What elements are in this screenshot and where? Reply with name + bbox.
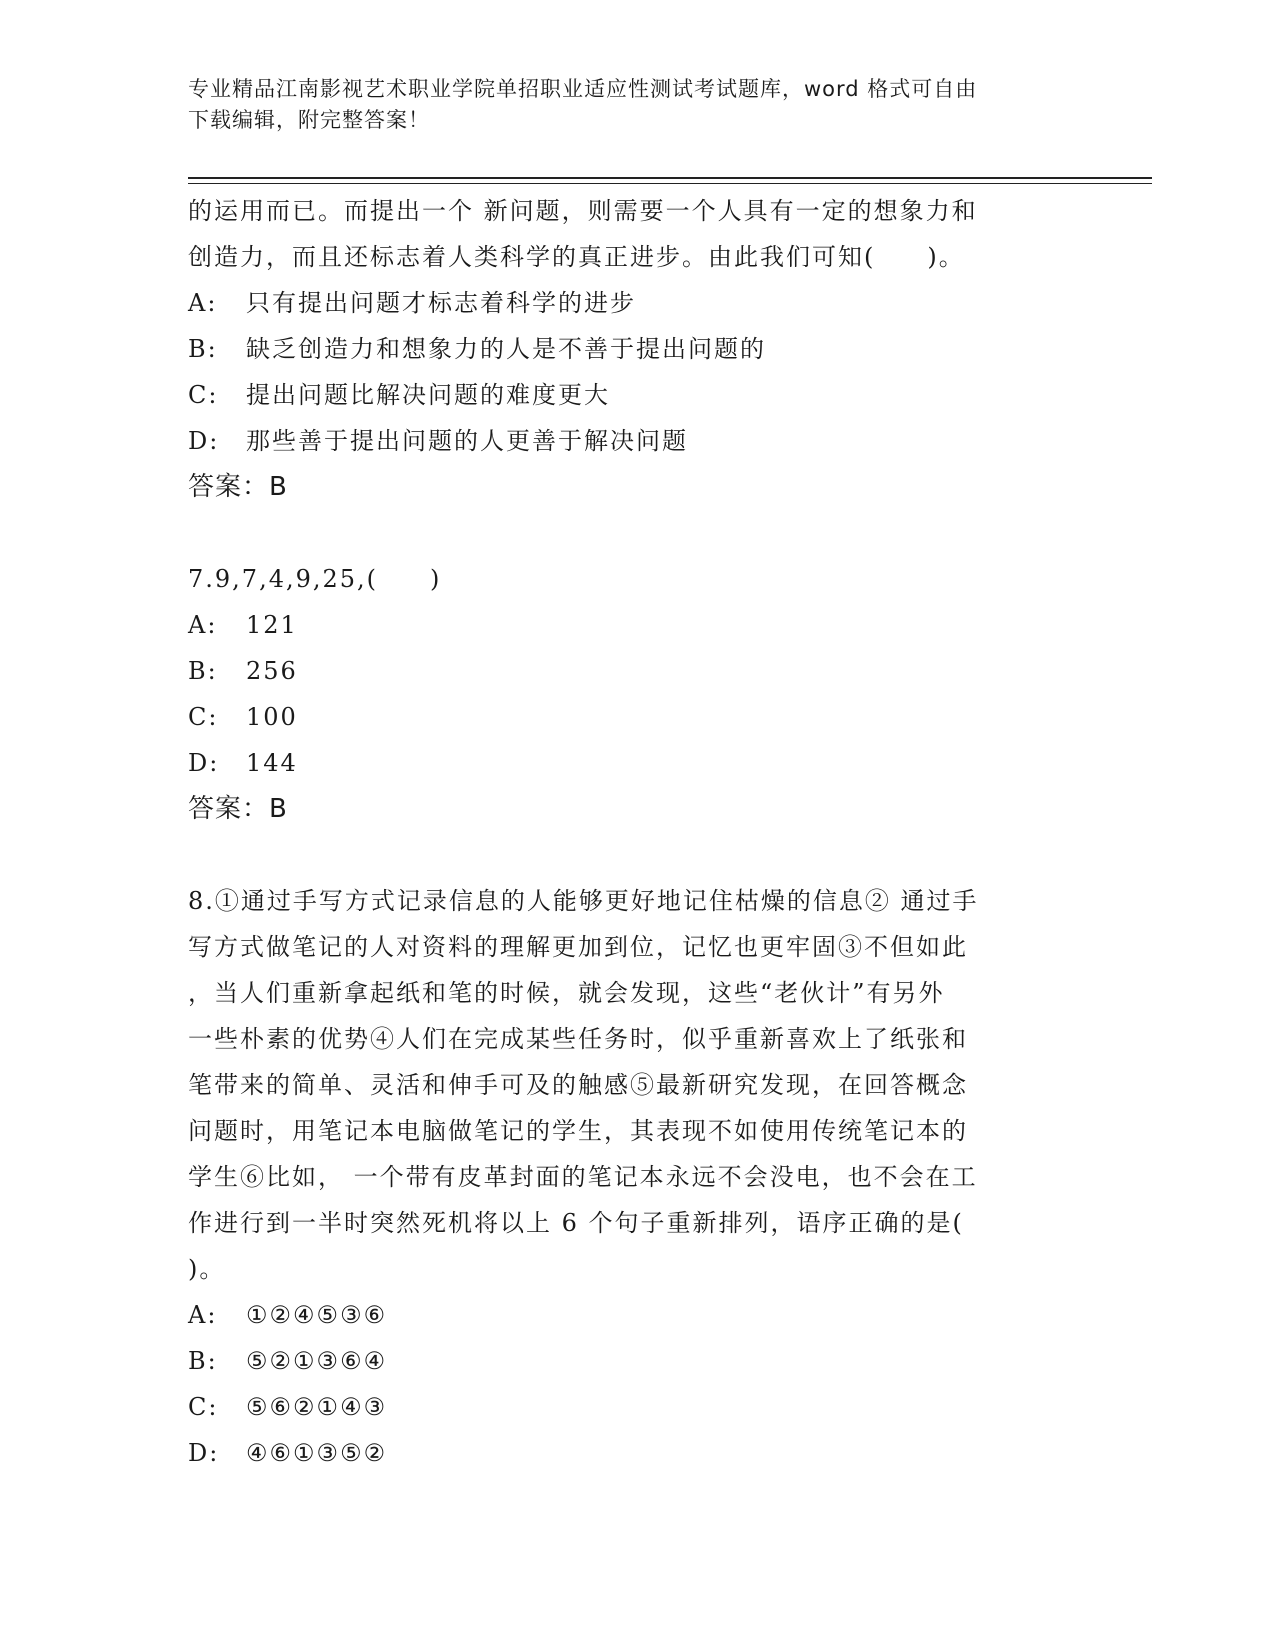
- option-key: A:: [188, 1301, 218, 1329]
- option-key: B:: [188, 657, 218, 685]
- header-rule-thick: [188, 177, 1152, 179]
- option-b: [188, 326, 1088, 372]
- option-a: [188, 602, 1088, 648]
- option-a: [188, 1292, 1088, 1338]
- document-header: [188, 74, 1088, 136]
- answer-label: 答案：B: [188, 794, 288, 824]
- option-key: A:: [188, 611, 218, 639]
- option-key: C:: [188, 381, 219, 409]
- question-stem: 7.9,7,4,9,25,( ): [188, 565, 442, 593]
- option-key: D:: [188, 1439, 220, 1467]
- question-stem-line: 一些朴素的优势④人们在完成某些任务时，似乎重新喜欢上了纸张和: [188, 1025, 968, 1053]
- option-text: 只有提出问题才标志着科学的进步: [246, 289, 636, 317]
- header-line-1: 专业精品江南影视艺术职业学院单招职业适应性测试考试题库，word 格式可自由: [188, 77, 978, 101]
- question-stem-line: 作进行到一半时突然死机将以上 6 个句子重新排列，语序正确的是(: [188, 1209, 964, 1237]
- option-b: [188, 1338, 1088, 1384]
- option-text: 256: [246, 657, 298, 685]
- option-text: 提出问题比解决问题的难度更大: [246, 381, 610, 409]
- header-rule-thin: [188, 183, 1152, 184]
- option-text: 缺乏创造力和想象力的人是不善于提出问题的: [246, 335, 766, 363]
- question-stem-line: 笔带来的简单、灵活和伸手可及的触感⑤最新研究发现，在回答概念: [188, 1071, 968, 1099]
- document-body: [188, 188, 1088, 1476]
- question-stem-line: 8.①通过手写方式记录信息的人能够更好地记住枯燥的信息② 通过手: [188, 887, 979, 915]
- option-c: [188, 694, 1088, 740]
- option-text: 那些善于提出问题的人更善于解决问题: [246, 427, 688, 455]
- option-a: [188, 280, 1088, 326]
- option-text: ①②④⑤③⑥: [246, 1301, 388, 1329]
- spacer: [188, 510, 1088, 556]
- option-c: [188, 1384, 1088, 1430]
- option-c: [188, 372, 1088, 418]
- question-stem-line: 写方式做笔记的人对资料的理解更加到位，记忆也更牢固③不但如此: [188, 933, 968, 961]
- answer-label: 答案：B: [188, 472, 288, 502]
- question-stem-line: 创造力，而且还标志着人类科学的真正进步。由此我们可知( )。: [188, 243, 965, 271]
- option-text: ④⑥①③⑤②: [246, 1439, 388, 1467]
- option-key: B:: [188, 335, 218, 363]
- option-key: C:: [188, 1393, 219, 1421]
- question-stem-line: ，当人们重新拿起纸和笔的时候，就会发现，这些“老伙计”有另外: [188, 979, 945, 1007]
- header-line-2: 下载编辑，附完整答案！: [188, 108, 430, 132]
- option-text: ⑤②①③⑥④: [246, 1347, 388, 1375]
- question-stem-line: 学生⑥比如， 一个带有皮革封面的笔记本永远不会没电，也不会在工: [188, 1163, 978, 1191]
- option-key: B:: [188, 1347, 218, 1375]
- option-b: [188, 648, 1088, 694]
- option-key: D:: [188, 749, 220, 777]
- option-key: D:: [188, 427, 220, 455]
- question-7: [188, 556, 1088, 832]
- option-key: A:: [188, 289, 218, 317]
- question-stem-line: 的运用而已。而提出一个 新问题，则需要一个人具有一定的想象力和: [188, 197, 978, 225]
- question-stem-line: )。: [188, 1255, 226, 1283]
- question-stem-line: 问题时，用笔记本电脑做笔记的学生，其表现不如使用传统笔记本的: [188, 1117, 968, 1145]
- option-text: 100: [246, 703, 298, 731]
- option-key: C:: [188, 703, 219, 731]
- spacer: [188, 832, 1088, 878]
- option-d: [188, 418, 1088, 464]
- question-6: [188, 188, 1088, 510]
- question-8: [188, 878, 1088, 1476]
- option-text: 121: [246, 611, 298, 639]
- option-d: [188, 740, 1088, 786]
- option-text: 144: [246, 749, 298, 777]
- option-text: ⑤⑥②①④③: [246, 1393, 388, 1421]
- option-d: [188, 1430, 1088, 1476]
